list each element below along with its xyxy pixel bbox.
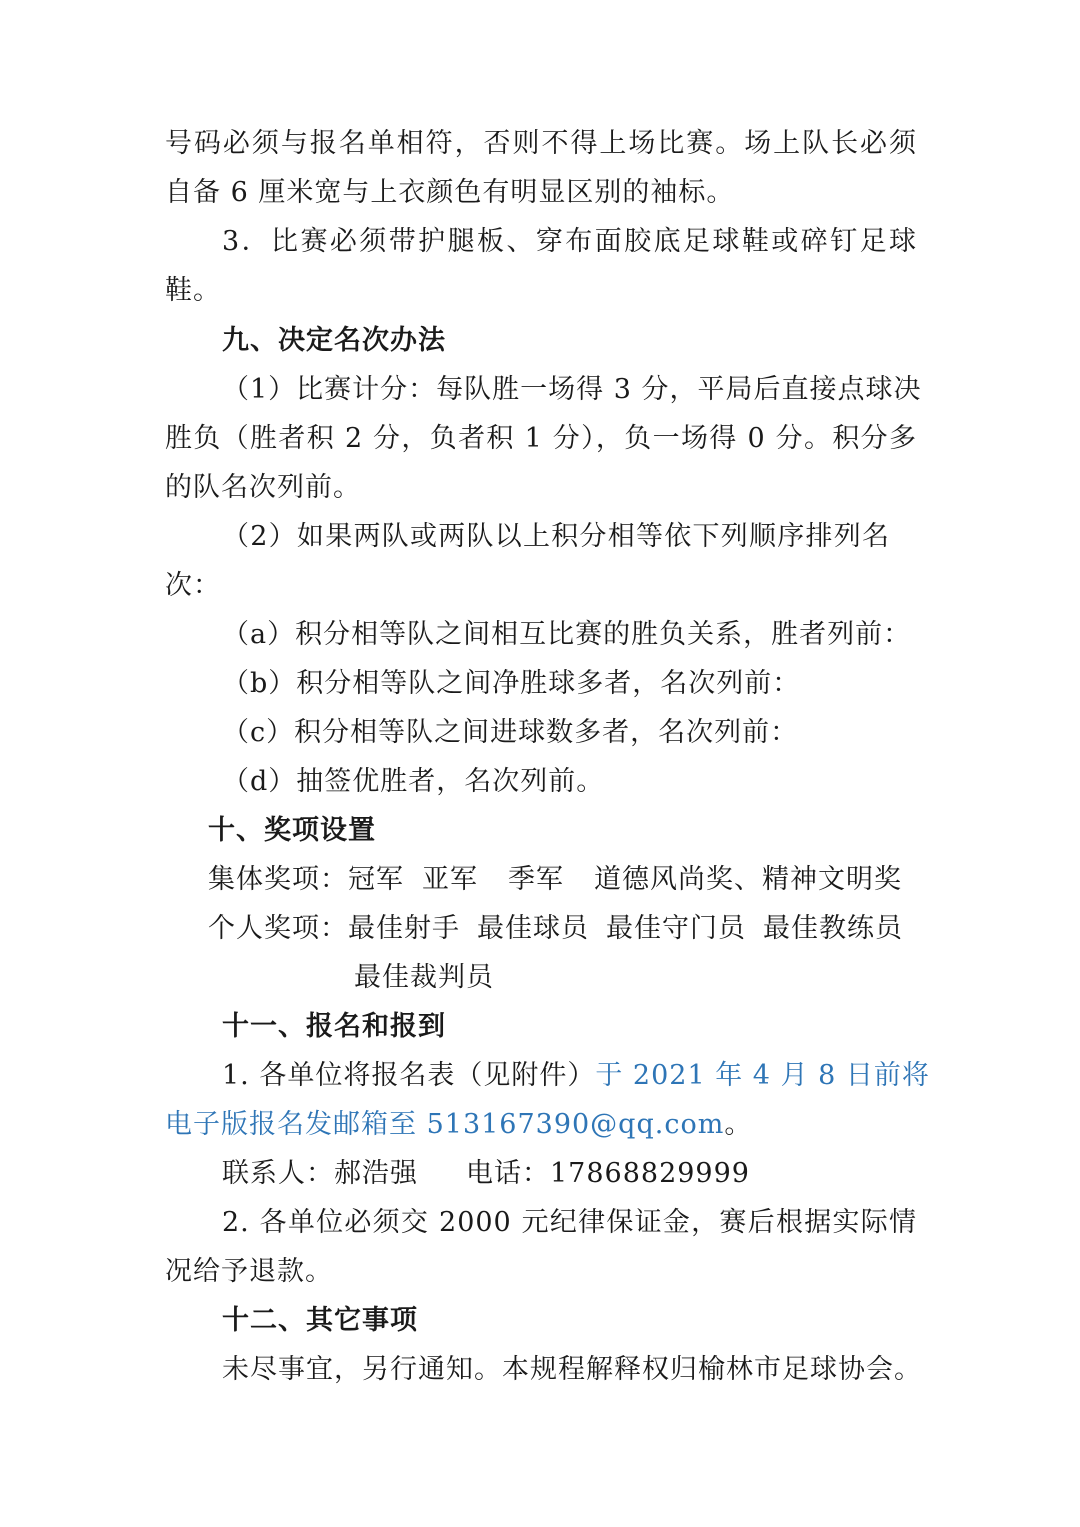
award-item: 最佳教练员 bbox=[763, 913, 903, 944]
section-heading-11: 十一、报名和报到 bbox=[222, 1011, 446, 1042]
awards-individual-label: 个人奖项： bbox=[208, 913, 348, 944]
paragraph-line: 的队名次列前。 bbox=[165, 472, 361, 503]
registration-deadline-highlight: 于 2021 年 4 月 8 日前将 bbox=[595, 1060, 930, 1091]
award-item: 道德风尚奖、精神文明奖 bbox=[594, 864, 902, 895]
paragraph-line: （2）如果两队或两队以上积分相等依下列顺序排列名 bbox=[222, 521, 890, 552]
award-item: 最佳射手 bbox=[348, 913, 460, 944]
award-item: 最佳球员 bbox=[477, 913, 589, 944]
paragraph-line: 2. 各单位必须交 2000 元纪律保证金，赛后根据实际情 bbox=[222, 1207, 917, 1238]
awards-team-label: 集体奖项： bbox=[208, 864, 348, 895]
email-link[interactable]: 电子版报名发邮箱至 513167390@qq.com bbox=[165, 1109, 725, 1140]
paragraph-line: 3．比赛必须带护腿板、穿布面胶底足球鞋或碎钉足球 bbox=[222, 226, 917, 257]
registration-text: 。 bbox=[724, 1109, 753, 1140]
award-item: 冠军 bbox=[348, 864, 404, 895]
paragraph-line: 自备 6 厘米宽与上衣颜色有明显区别的袖标。 bbox=[165, 177, 735, 208]
contact-line bbox=[222, 1149, 917, 1198]
awards-team-line bbox=[208, 855, 917, 904]
paragraph-line: 未尽事宜，另行通知。本规程解释权归榆林市足球协会。 bbox=[222, 1354, 922, 1385]
paragraph-line: 胜负（胜者积 2 分，负者积 1 分），负一场得 0 分。积分多 bbox=[165, 423, 917, 454]
award-item: 季军 bbox=[508, 864, 564, 895]
paragraph-line: 鞋。 bbox=[165, 275, 221, 306]
paragraph-line: （b）积分相等队之间净胜球多者，名次列前： bbox=[222, 668, 801, 699]
paragraph-line bbox=[165, 1100, 917, 1149]
award-item: 最佳守门员 bbox=[606, 913, 746, 944]
award-item: 最佳裁判员 bbox=[354, 962, 494, 993]
section-heading-10: 十、奖项设置 bbox=[208, 815, 376, 846]
registration-text: 1. 各单位将报名表（见附件） bbox=[222, 1060, 596, 1091]
paragraph-line: （c）积分相等队之间进球数多者，名次列前： bbox=[222, 717, 799, 748]
paragraph-line bbox=[222, 1051, 930, 1100]
awards-individual-line bbox=[208, 904, 917, 953]
paragraph-line: 况给予退款。 bbox=[165, 1256, 333, 1287]
contact-person: 联系人：郝浩强 bbox=[222, 1158, 418, 1189]
paragraph-line: 次： bbox=[165, 570, 221, 601]
section-heading-12: 十二、其它事项 bbox=[222, 1305, 418, 1336]
section-heading-9: 九、决定名次办法 bbox=[222, 325, 446, 356]
contact-phone: 电话：17868829999 bbox=[466, 1158, 750, 1189]
award-item: 亚军 bbox=[422, 864, 478, 895]
paragraph-line: （d）抽签优胜者，名次列前。 bbox=[222, 766, 605, 797]
paragraph-line: （a）积分相等队之间相互比赛的胜负关系，胜者列前： bbox=[222, 619, 912, 650]
paragraph-line: （1）比赛计分：每队胜一场得 3 分，平局后直接点球决 bbox=[222, 374, 922, 405]
paragraph-line: 号码必须与报名单相符，否则不得上场比赛。场上队长必须 bbox=[165, 128, 917, 159]
